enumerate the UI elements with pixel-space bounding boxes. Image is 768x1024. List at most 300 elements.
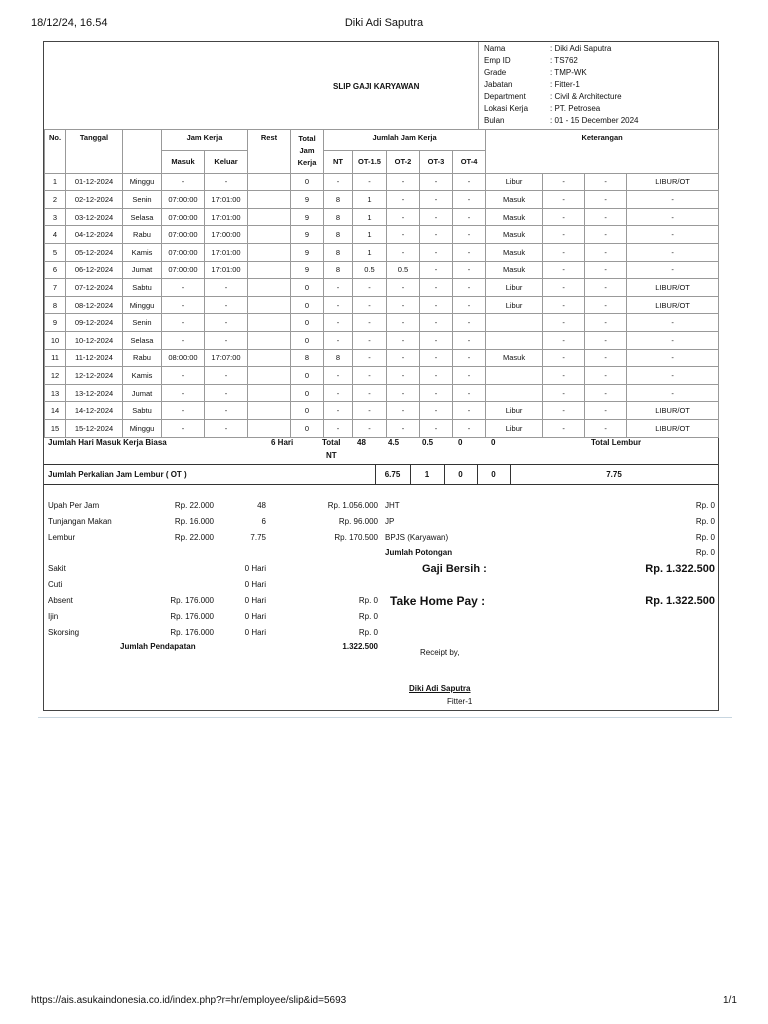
earning-amount: Rp. 96.000 xyxy=(338,517,378,526)
table-cell: - xyxy=(387,384,420,402)
header-total: Total xyxy=(298,134,316,143)
table-cell: - xyxy=(453,191,486,209)
table-cell xyxy=(248,402,291,420)
table-cell xyxy=(248,367,291,385)
table-cell: 0 xyxy=(291,331,324,349)
table-cell: - xyxy=(387,208,420,226)
table-cell: 06-12-2024 xyxy=(66,261,123,279)
table-cell: - xyxy=(627,261,719,279)
table-cell: Libur xyxy=(486,173,543,191)
deduction-label: JP xyxy=(385,517,395,526)
table-cell: - xyxy=(453,261,486,279)
table-cell: Minggu xyxy=(123,419,162,437)
table-cell: - xyxy=(420,208,453,226)
table-cell: - xyxy=(205,384,248,402)
info-label: Grade xyxy=(484,68,507,77)
table-cell: 05-12-2024 xyxy=(66,243,123,261)
table-cell: - xyxy=(543,261,585,279)
take-home-value: Rp. 1.322.500 xyxy=(645,595,715,607)
table-cell: 8 xyxy=(324,208,353,226)
info-value: : Fitter-1 xyxy=(550,80,580,89)
table-cell: 09-12-2024 xyxy=(66,314,123,332)
info-label: Nama xyxy=(484,44,506,53)
table-cell: 07-12-2024 xyxy=(66,279,123,297)
table-cell: 0 xyxy=(291,384,324,402)
receipt-label: Receipt by, xyxy=(420,648,460,657)
table-cell: - xyxy=(543,314,585,332)
table-cell: 2 xyxy=(45,191,66,209)
table-cell: - xyxy=(162,402,205,420)
info-value: : TMP-WK xyxy=(550,68,587,77)
table-cell xyxy=(248,384,291,402)
table-cell: 3 xyxy=(45,208,66,226)
table-cell: Selasa xyxy=(123,208,162,226)
absence-label: Ijin xyxy=(48,612,59,621)
table-cell: 17:01:00 xyxy=(205,243,248,261)
table-row xyxy=(45,402,719,420)
table-cell: - xyxy=(205,402,248,420)
table-cell: Senin xyxy=(123,314,162,332)
table-cell: 8 xyxy=(324,261,353,279)
table-cell: 15-12-2024 xyxy=(66,419,123,437)
table-cell: Libur xyxy=(486,279,543,297)
summary-days: 6 Hari xyxy=(271,438,294,447)
table-cell: - xyxy=(543,191,585,209)
slip-title: SLIP GAJI KARYAWAN xyxy=(333,82,420,91)
table-cell: 7 xyxy=(45,279,66,297)
table-row xyxy=(45,314,719,332)
table-cell: - xyxy=(205,419,248,437)
absence-label: Sakit xyxy=(48,564,66,573)
absence-rate: Rp. 176.000 xyxy=(170,612,214,621)
table-cell: - xyxy=(453,314,486,332)
table-cell: Rabu xyxy=(123,349,162,367)
table-row xyxy=(45,367,719,385)
col-masuk: Masuk xyxy=(162,150,205,173)
table-cell: Masuk xyxy=(486,261,543,279)
table-cell: - xyxy=(324,384,353,402)
table-cell: 0 xyxy=(291,402,324,420)
info-label: Department xyxy=(484,92,526,101)
table-cell xyxy=(248,191,291,209)
info-value: : Diki Adi Saputra xyxy=(550,44,612,53)
table-cell: 9 xyxy=(291,226,324,244)
table-cell: - xyxy=(353,331,387,349)
table-cell: 07:00:00 xyxy=(162,243,205,261)
absence-qty: 0 Hari xyxy=(244,564,266,573)
table-cell xyxy=(486,384,543,402)
table-cell xyxy=(248,173,291,191)
table-cell xyxy=(248,314,291,332)
table-cell: - xyxy=(324,331,353,349)
table-cell: 1 xyxy=(45,173,66,191)
earning-label: Upah Per Jam xyxy=(48,501,100,510)
table-cell: - xyxy=(324,419,353,437)
table-cell: 13-12-2024 xyxy=(66,384,123,402)
page-url: https://ais.asukaindonesia.co.id/index.php?r=hr/employee/slip&id=5693 xyxy=(31,995,347,1006)
deduction-value: Rp. 0 xyxy=(695,501,715,510)
earning-qty: 48 xyxy=(257,501,266,510)
table-cell: Masuk xyxy=(486,243,543,261)
perkalian-ot3: 0 xyxy=(458,470,463,479)
absence-qty: 0 Hari xyxy=(244,628,266,637)
table-cell: - xyxy=(205,331,248,349)
table-cell: - xyxy=(543,367,585,385)
table-cell: - xyxy=(420,226,453,244)
table-cell: Minggu xyxy=(123,296,162,314)
table-cell: - xyxy=(162,419,205,437)
table-cell: - xyxy=(420,384,453,402)
table-cell: - xyxy=(585,261,627,279)
table-cell: 1 xyxy=(353,226,387,244)
table-cell: 9 xyxy=(45,314,66,332)
table-cell: - xyxy=(420,191,453,209)
table-cell: - xyxy=(585,419,627,437)
col-rest: Rest xyxy=(248,130,291,174)
col-keluar: Keluar xyxy=(205,150,248,173)
table-cell: LIBUR/OT xyxy=(627,296,719,314)
col-ot3: OT-3 xyxy=(420,150,453,173)
col-ot15: OT-1.5 xyxy=(353,150,387,173)
table-cell: - xyxy=(387,226,420,244)
absence-amount: Rp. 0 xyxy=(358,612,378,621)
col-ot4: OT-4 xyxy=(453,150,486,173)
table-cell: - xyxy=(543,402,585,420)
table-cell: - xyxy=(387,314,420,332)
table-cell: Sabtu xyxy=(123,279,162,297)
table-cell xyxy=(248,349,291,367)
table-cell: 07:00:00 xyxy=(162,226,205,244)
table-cell: - xyxy=(162,314,205,332)
gaji-bersih-label: Gaji Bersih : xyxy=(422,563,487,575)
table-cell: LIBUR/OT xyxy=(627,279,719,297)
salary-slip xyxy=(43,41,719,711)
table-cell: Masuk xyxy=(486,226,543,244)
signer-title: Fitter-1 xyxy=(447,697,473,706)
info-label: Emp ID xyxy=(484,56,511,65)
earning-rate: Rp. 22.000 xyxy=(174,501,214,510)
table-cell: LIBUR/OT xyxy=(627,173,719,191)
table-cell: - xyxy=(585,279,627,297)
table-cell xyxy=(248,261,291,279)
absence-label: Skorsing xyxy=(48,628,80,637)
print-title: Diki Adi Saputra xyxy=(344,17,424,29)
table-cell: - xyxy=(324,296,353,314)
table-cell: - xyxy=(627,331,719,349)
absence-qty: 0 Hari xyxy=(244,612,266,621)
table-cell xyxy=(486,367,543,385)
table-cell: - xyxy=(585,226,627,244)
deduction-value: Rp. 0 xyxy=(695,517,715,526)
table-cell: 9 xyxy=(291,191,324,209)
table-cell: - xyxy=(585,367,627,385)
table-cell: - xyxy=(453,349,486,367)
table-cell: 9 xyxy=(291,243,324,261)
summary-ot4: 0 xyxy=(491,438,496,447)
table-cell: Jumat xyxy=(123,384,162,402)
table-cell: - xyxy=(627,208,719,226)
table-cell: 11 xyxy=(45,349,66,367)
info-value: : Civil & Architecture xyxy=(550,92,622,101)
table-cell: - xyxy=(162,384,205,402)
table-cell: 10-12-2024 xyxy=(66,331,123,349)
table-cell: - xyxy=(627,226,719,244)
table-row xyxy=(45,419,719,437)
table-cell: - xyxy=(543,208,585,226)
table-cell: 17:01:00 xyxy=(205,208,248,226)
table-cell: - xyxy=(387,331,420,349)
info-value: : 01 - 15 December 2024 xyxy=(550,116,639,125)
table-cell: - xyxy=(353,173,387,191)
table-cell: - xyxy=(387,296,420,314)
table-cell: 6 xyxy=(45,261,66,279)
table-cell: - xyxy=(387,419,420,437)
table-row xyxy=(45,243,719,261)
col-nt: NT xyxy=(324,150,353,173)
table-cell: - xyxy=(420,314,453,332)
table-cell: - xyxy=(543,243,585,261)
table-cell: LIBUR/OT xyxy=(627,419,719,437)
table-cell: 5 xyxy=(45,243,66,261)
col-tanggal: Tanggal xyxy=(66,130,123,174)
take-home-label: Take Home Pay : xyxy=(390,594,486,608)
table-cell: - xyxy=(453,226,486,244)
table-cell: - xyxy=(585,331,627,349)
table-cell: 9 xyxy=(291,208,324,226)
table-cell: 07:00:00 xyxy=(162,191,205,209)
summary-label: Jumlah Hari Masuk Kerja Biasa xyxy=(48,438,167,447)
table-cell: 4 xyxy=(45,226,66,244)
table-cell: - xyxy=(420,173,453,191)
summary-nt-label: NT xyxy=(326,451,337,460)
table-cell: Libur xyxy=(486,296,543,314)
summary-ot15: 4.5 xyxy=(388,438,400,447)
table-cell: Kamis xyxy=(123,367,162,385)
table-cell: - xyxy=(543,173,585,191)
table-cell: - xyxy=(353,279,387,297)
absence-amount: Rp. 0 xyxy=(358,628,378,637)
page-divider xyxy=(38,717,732,718)
table-cell: 04-12-2024 xyxy=(66,226,123,244)
table-cell: - xyxy=(420,331,453,349)
table-row xyxy=(45,208,719,226)
table-cell xyxy=(248,243,291,261)
absence-label: Cuti xyxy=(48,580,63,589)
table-cell: - xyxy=(162,173,205,191)
table-row xyxy=(45,384,719,402)
table-cell: - xyxy=(585,384,627,402)
table-cell: 14 xyxy=(45,402,66,420)
perkalian-label: Jumlah Perkalian Jam Lembur ( OT ) xyxy=(48,470,187,479)
table-cell: 8 xyxy=(45,296,66,314)
table-cell: Sabtu xyxy=(123,402,162,420)
table-cell: Masuk xyxy=(486,191,543,209)
table-cell: - xyxy=(387,279,420,297)
col-no: No. xyxy=(45,130,66,174)
table-cell: - xyxy=(353,402,387,420)
table-cell: - xyxy=(420,349,453,367)
table-cell: - xyxy=(420,279,453,297)
table-cell: LIBUR/OT xyxy=(627,402,719,420)
deduction-label: BPJS (Karyawan) xyxy=(385,533,449,542)
absence-qty: 0 Hari xyxy=(244,596,266,605)
info-label: Lokasi Kerja xyxy=(484,104,529,113)
table-cell: - xyxy=(324,367,353,385)
absence-label: Absent xyxy=(48,596,73,605)
table-cell xyxy=(248,419,291,437)
table-cell: - xyxy=(205,296,248,314)
table-cell: 8 xyxy=(324,191,353,209)
table-cell xyxy=(486,331,543,349)
table-cell: - xyxy=(420,296,453,314)
table-cell: Senin xyxy=(123,191,162,209)
earning-qty: 6 xyxy=(261,517,266,526)
table-cell: - xyxy=(387,349,420,367)
table-cell: 12 xyxy=(45,367,66,385)
earning-label: Tunjangan Makan xyxy=(48,517,112,526)
table-cell: - xyxy=(543,296,585,314)
col-total xyxy=(291,130,324,174)
absence-rate: Rp. 176.000 xyxy=(170,628,214,637)
col-jumlah-jam-kerja: Jumlah Jam Kerja xyxy=(324,130,486,151)
table-cell: 14-12-2024 xyxy=(66,402,123,420)
total-lembur-label: Total Lembur xyxy=(591,438,642,447)
table-cell: - xyxy=(353,314,387,332)
table-cell: - xyxy=(205,367,248,385)
absence-rate: Rp. 176.000 xyxy=(170,596,214,605)
table-cell: Libur xyxy=(486,419,543,437)
table-cell: - xyxy=(162,367,205,385)
col-jam-kerja: Jam Kerja xyxy=(162,130,248,151)
table-cell: - xyxy=(543,384,585,402)
table-cell: - xyxy=(453,331,486,349)
table-cell: Rabu xyxy=(123,226,162,244)
table-cell: - xyxy=(387,367,420,385)
table-cell: Kamis xyxy=(123,243,162,261)
table-cell: - xyxy=(162,296,205,314)
table-cell xyxy=(486,314,543,332)
table-cell: - xyxy=(420,261,453,279)
table-cell: - xyxy=(387,402,420,420)
table-cell: Masuk xyxy=(486,349,543,367)
table-cell: - xyxy=(453,419,486,437)
table-cell: - xyxy=(387,173,420,191)
table-row xyxy=(45,226,719,244)
summary-nt: 48 xyxy=(357,438,366,447)
table-cell: - xyxy=(453,367,486,385)
table-cell: - xyxy=(353,367,387,385)
table-cell: - xyxy=(353,349,387,367)
deduction-value: Rp. 0 xyxy=(695,533,715,542)
table-cell: - xyxy=(453,402,486,420)
table-cell: 17:07:00 xyxy=(205,349,248,367)
table-cell xyxy=(248,296,291,314)
table-cell: - xyxy=(627,314,719,332)
table-cell: - xyxy=(162,279,205,297)
absence-amount: Rp. 0 xyxy=(358,596,378,605)
table-cell xyxy=(248,331,291,349)
info-label: Jabatan xyxy=(484,80,513,89)
table-cell: 0.5 xyxy=(353,261,387,279)
table-cell: - xyxy=(353,296,387,314)
table-cell: 17:01:00 xyxy=(205,191,248,209)
table-cell: - xyxy=(324,173,353,191)
info-label: Bulan xyxy=(484,116,505,125)
table-cell: - xyxy=(585,243,627,261)
table-cell: 8 xyxy=(324,349,353,367)
table-cell: 8 xyxy=(324,243,353,261)
table-cell: 9 xyxy=(291,261,324,279)
table-cell: - xyxy=(420,243,453,261)
table-cell: 1 xyxy=(353,208,387,226)
table-cell: - xyxy=(453,279,486,297)
earning-amount: Rp. 1.056.000 xyxy=(327,501,378,510)
table-cell: - xyxy=(585,208,627,226)
table-cell: 08-12-2024 xyxy=(66,296,123,314)
table-cell: - xyxy=(420,367,453,385)
table-cell: - xyxy=(353,384,387,402)
table-cell: - xyxy=(205,173,248,191)
summary-total-label: Total xyxy=(322,438,341,447)
table-cell: - xyxy=(420,402,453,420)
perkalian-ot15: 6.75 xyxy=(384,470,401,479)
table-row xyxy=(45,279,719,297)
table-cell: - xyxy=(387,191,420,209)
info-value: : PT. Petrosea xyxy=(550,104,601,113)
table-cell: - xyxy=(387,243,420,261)
table-cell: 07:00:00 xyxy=(162,208,205,226)
table-cell: 0.5 xyxy=(387,261,420,279)
table-cell: - xyxy=(585,173,627,191)
jumlah-potongan-value: Rp. 0 xyxy=(695,548,715,557)
page-number: 1/1 xyxy=(723,995,737,1006)
gaji-bersih-value: Rp. 1.322.500 xyxy=(645,563,715,575)
table-cell: - xyxy=(453,208,486,226)
table-cell: - xyxy=(453,173,486,191)
table-cell: - xyxy=(324,279,353,297)
table-row xyxy=(45,296,719,314)
table-cell: - xyxy=(453,384,486,402)
col-keterangan: Keterangan xyxy=(486,130,719,174)
table-cell: Jumat xyxy=(123,261,162,279)
table-cell: - xyxy=(627,349,719,367)
table-row xyxy=(45,173,719,191)
perkalian-ot2: 1 xyxy=(424,470,430,479)
table-cell: 0 xyxy=(291,296,324,314)
table-cell: Selasa xyxy=(123,331,162,349)
table-cell: 10 xyxy=(45,331,66,349)
table-cell: - xyxy=(585,191,627,209)
col-hari xyxy=(123,130,162,174)
table-cell: 0 xyxy=(291,279,324,297)
table-cell: - xyxy=(162,331,205,349)
summary-ot2: 0.5 xyxy=(422,438,434,447)
jumlah-potongan-label: Jumlah Potongan xyxy=(385,548,453,557)
table-cell: 0 xyxy=(291,419,324,437)
col-ot2: OT-2 xyxy=(387,150,420,173)
table-cell: 8 xyxy=(291,349,324,367)
table-cell: 11-12-2024 xyxy=(66,349,123,367)
table-cell: 02-12-2024 xyxy=(66,191,123,209)
table-row xyxy=(45,331,719,349)
table-cell: - xyxy=(585,314,627,332)
perkalian-row xyxy=(44,464,718,485)
info-value: : TS762 xyxy=(550,56,578,65)
table-row xyxy=(45,261,719,279)
table-cell: 1 xyxy=(353,191,387,209)
header-jam: Jam xyxy=(299,146,315,155)
deduction-label: JHT xyxy=(385,501,400,510)
